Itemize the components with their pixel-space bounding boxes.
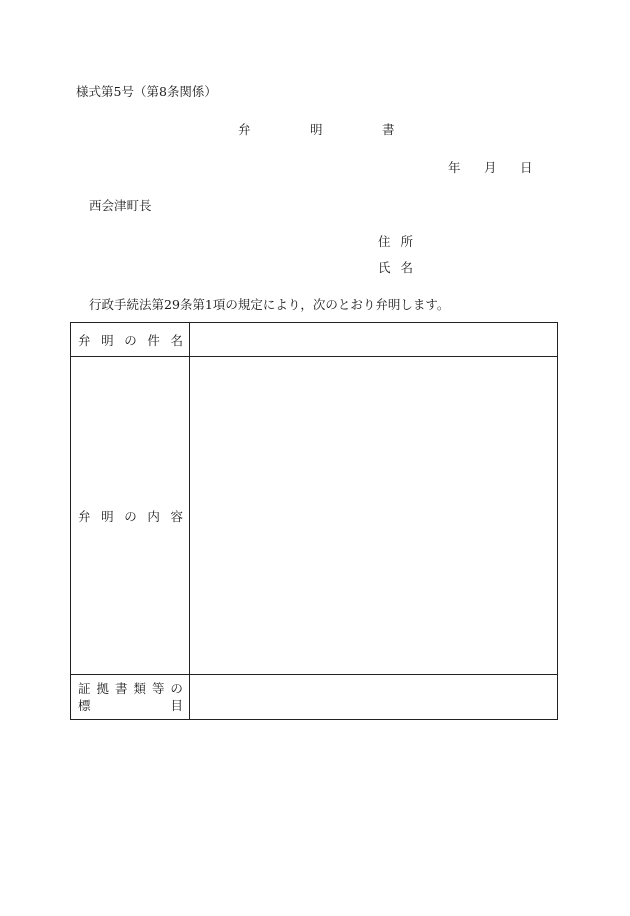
intro-statement: 行政手続法第29条第1項の規定により，次のとおり弁明します。 bbox=[89, 297, 450, 312]
label-char: 明 bbox=[101, 508, 114, 524]
explanation-table bbox=[70, 322, 558, 720]
evidence-label-line2 bbox=[78, 697, 183, 714]
date-day-label: 日 bbox=[520, 160, 533, 175]
title-char: 書 bbox=[382, 122, 395, 137]
label-char: 内 bbox=[147, 508, 160, 524]
content-label-cell bbox=[71, 357, 190, 675]
date-year-label: 年 bbox=[448, 160, 461, 175]
evidence-label-cell bbox=[71, 675, 190, 720]
label-char: 弁 bbox=[78, 332, 91, 348]
subject-value-cell[interactable] bbox=[190, 323, 558, 357]
name-label: 氏名 bbox=[378, 260, 424, 275]
label-char: 明 bbox=[101, 332, 114, 348]
label-char: の bbox=[124, 508, 137, 524]
address-label: 住所 bbox=[378, 234, 424, 249]
label-char: 類 bbox=[133, 681, 146, 696]
table-row bbox=[71, 675, 558, 720]
label-char: 件 bbox=[147, 332, 160, 348]
label-char: 容 bbox=[170, 508, 183, 524]
date-month-label: 月 bbox=[484, 160, 497, 175]
label-char: 等 bbox=[151, 681, 165, 696]
content-label bbox=[71, 507, 189, 525]
title-char: 明 bbox=[310, 122, 323, 137]
label-char: の bbox=[170, 681, 183, 696]
subject-label-cell bbox=[71, 323, 190, 357]
title-char: 弁 bbox=[238, 122, 251, 137]
label-char: 目 bbox=[170, 698, 183, 713]
subject-label bbox=[71, 331, 189, 349]
addressee: 西会津町長 bbox=[89, 198, 152, 213]
form-number: 様式第5号（第8条関係） bbox=[76, 84, 217, 99]
label-char: 弁 bbox=[78, 508, 91, 524]
label-char: 拠 bbox=[96, 681, 109, 696]
label-char: 標 bbox=[78, 698, 91, 713]
label-char: 書 bbox=[114, 681, 128, 696]
evidence-label bbox=[71, 680, 189, 714]
content-value-cell[interactable] bbox=[190, 357, 558, 675]
table-row bbox=[71, 323, 558, 357]
evidence-label-line1 bbox=[78, 680, 183, 697]
label-char: の bbox=[124, 332, 137, 348]
label-char: 証 bbox=[78, 681, 91, 696]
evidence-value-cell[interactable] bbox=[190, 675, 558, 720]
label-char: 名 bbox=[170, 332, 183, 348]
table-row bbox=[71, 357, 558, 675]
